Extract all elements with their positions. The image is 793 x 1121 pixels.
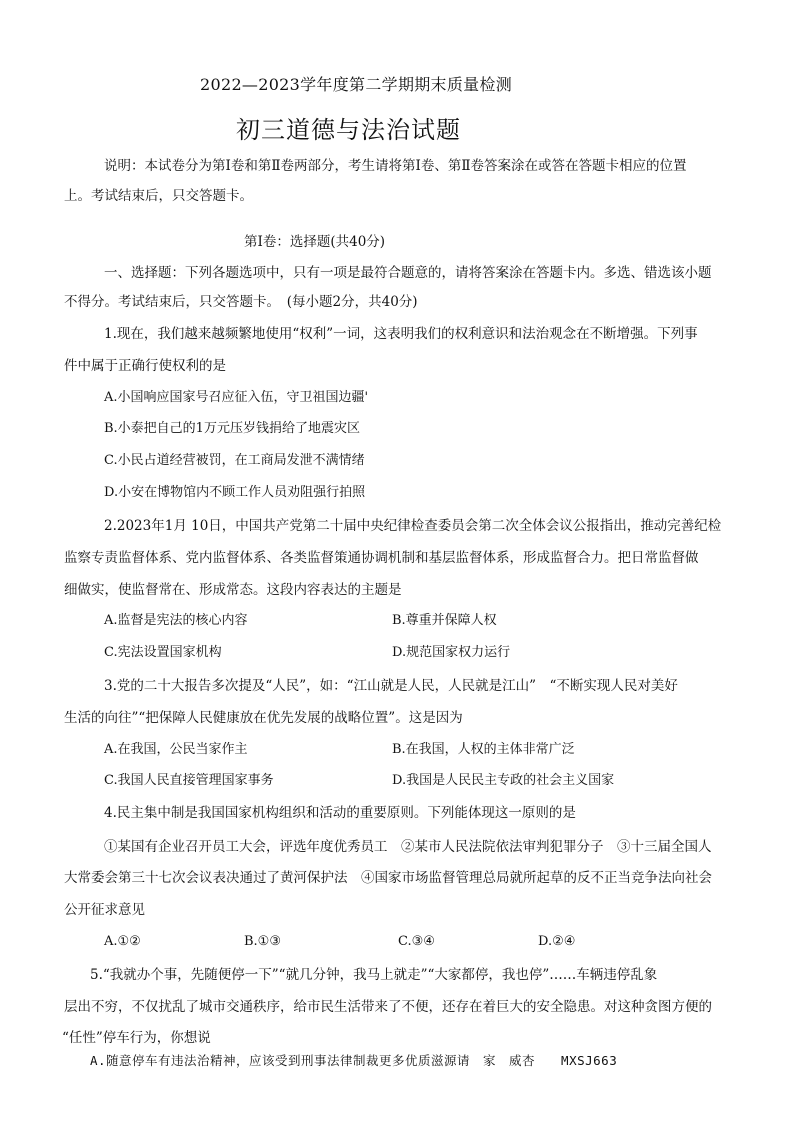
q4-option-c: C.③④ (398, 934, 435, 949)
q3-option-c: C.我国人民直接管理国家事务 (104, 773, 274, 788)
section-desc-line-2: 不得分。考试结束后，只交答题卡。 (每小题2分，共40分) (64, 294, 418, 310)
subject-title: 初三道德与法治试题 (236, 116, 461, 144)
q2-option-c: C.宪法设置国家机构 (104, 645, 222, 660)
q3-option-a: A.在我国，公民当家作主 (104, 742, 248, 757)
instructions-line-1: 说明：本试卷分为第Ⅰ卷和第Ⅱ卷两部分，考生请将第Ⅰ卷、第Ⅱ卷答案涂在或答在答题卡相应的位置 (104, 158, 687, 174)
q4-option-d: D.②④ (538, 934, 576, 949)
q5-stem-line-1: 5.“我就办个事，先随便停一下”“就几分钟，我马上就走”“大家都停，我也停”……车辆违停乱象 (90, 967, 658, 983)
q1-option-b: B.小泰把自己的1万元压岁钱捐给了地震灾区 (104, 421, 360, 436)
q1-option-c: C.小民占道经营被罚，在工商局发泄不满情绪 (104, 453, 365, 468)
q4-option-a: A.①② (104, 934, 141, 949)
q1-option-a: A.小国响应国家号召应征入伍，守卫祖国边疆' (104, 390, 369, 405)
q1-stem-line-2: 件中属于正确行使权利的是 (64, 358, 226, 374)
section-desc-line-1: 一、选择题：下列各题选项中，只有一项是最符合题意的，请将答案涂在答题卡内。多选、错选该小题 (104, 265, 712, 281)
q4-items-line-2: 大常委会第三十七次会议表决通过了黄河保护法 ④国家市场监督管理总局就所起草的反不正当竞争法向社会 (64, 870, 712, 886)
instructions-line-2: 上。考试结束后，只交答题卡。 (64, 188, 253, 204)
section-title: 第Ⅰ卷：选择题(共40分) (244, 234, 386, 250)
q2-stem-line-3: 细做实，使监督常在、形成常态。这段内容表达的主题是 (64, 582, 402, 598)
q3-option-d: D.我国是人民民主专政的社会主义国家 (392, 773, 615, 788)
q5-stem-line-3: “任性”停车行为，你想说 (62, 1030, 211, 1046)
q2-option-a: A.监督是宪法的核心内容 (104, 613, 248, 628)
q5-stem-line-2: 层出不穷，不仅扰乱了城市交通秩序，给市民生活带来了不便，还存在着巨大的安全隐患。对这种贪图方便的 (64, 999, 712, 1015)
q1-stem-line-1: 1.现在，我们越来越频繁地使用“权利”一词，这表明我们的权利意识和法治观念在不断增强。下列事 (104, 326, 698, 342)
q3-stem-line-1: 3.党的二十大报告多次提及“人民”，如：“江山就是人民，人民就是江山” “不断实现人民对美好 (104, 678, 678, 694)
q5-option-a-partial: A.随意停车有违法治精神，应该受到刑事法律制裁更多优质滋源请 家 威杏 MXSJ663 (90, 1053, 618, 1068)
exam-title: 2022—2023学年度第二学期期末质量检测 (200, 75, 513, 94)
q4-option-b: B.①③ (244, 934, 281, 949)
q4-items-line-1: ①某国有企业召开员工大会，评选年度优秀员工 ②某市人民法院依法审判犯罪分子 ③十三届全国人 (104, 839, 712, 855)
q2-option-b: B.尊重并保障人权 (392, 613, 497, 628)
q3-option-b: B.在我国，人权的主体非常广泛 (392, 742, 575, 757)
q4-items-line-3: 公开征求意见 (64, 902, 145, 918)
q2-option-d: D.规范国家权力运行 (392, 645, 511, 660)
q2-stem-line-2: 监察专责监督体系、党内监督体系、各类监督策通协调机制和基层监督体系，形成监督合力。把日常监督做 (64, 550, 699, 566)
q2-stem-line-1: 2.2023年1月 10日，中国共产党第二十届中央纪律检查委员会第二次全体会议公报指出，推动完善纪检 (104, 518, 722, 534)
q3-stem-line-2: 生活的向往”“把保障人民健康放在优先发展的战略位置”。这是因为 (64, 710, 463, 726)
q1-option-d: D.小安在博物馆内不顾工作人员劝阻强行拍照 (104, 485, 366, 500)
q4-stem-line-1: 4.民主集中制是我国国家机构组织和活动的重要原则。下列能体现这一原则的是 (104, 805, 576, 821)
